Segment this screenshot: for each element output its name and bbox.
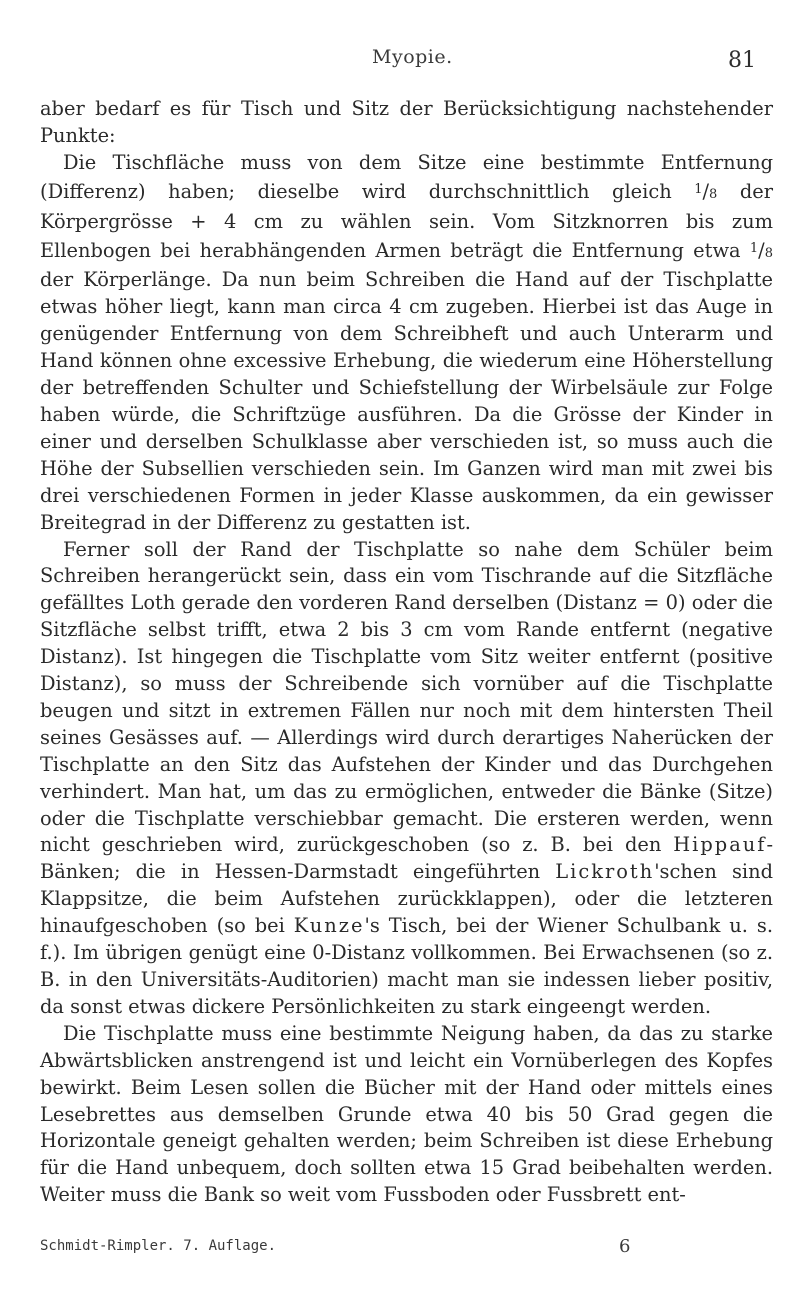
spaced-name: Lickroth <box>555 860 655 884</box>
fraction-part: 8 <box>709 186 718 202</box>
text-run: 'schen sind Klappsitze, die beim Aufstehen zurückklappen), oder die letzteren hinaufgeschoben (so bei <box>40 860 773 938</box>
footer-edition-line: Schmidt-Rimpler. 7. Auflage. <box>40 1238 277 1254</box>
text-run: 's Tisch, bei der Wiener Schulbank u. s. f.). Im übrigen genügt eine 0-Distanz vollkommen. Bei Erwachsenen (so z. B. in den Universitäts-Auditorien) macht man sie indessen lieber positiv, da sonst etwas dickere Persönlichkeiten zu stark eingeengt werden. <box>40 914 773 1018</box>
paragraph <box>40 150 773 537</box>
text-run: aber bedarf es für Tisch und Sitz der Berücksichtigung nachstehender Punkte: <box>40 97 773 147</box>
text-run: -Bänken; die in Hessen-Darmstadt eingeführten <box>40 833 773 884</box>
running-title: Myopie. <box>372 46 453 68</box>
fraction-part: 1 <box>694 181 703 197</box>
paragraph <box>40 96 773 150</box>
text-run: / <box>702 179 710 203</box>
text-run: Ferner soll der Rand der Tischplatte so nahe dem Schüler beim Schreiben herangerückt sein, dass ein vom Tischrande auf die Sitzfläche gefälltes Loth gerade den vorderen Rand derselben (Distanz = 0) oder die Sitzfläche selbst trifft, etwa 2 bis 3 cm vom Rande entfernt (negative Distanz). Ist hingegen die Tischplatte vom Sitz weiter entfernt (positive Distanz), so muss der Schreibende sich vornüber auf die Tischplatte beugen und sitzt in extremen Fällen nur noch mit dem hintersten Theil seines Gesässes auf. — Allerdings wird durch derartiges Naherücken der Tischplatte an den Sitz das Aufstehen der Kinder und das Durchgehen verhindert. Man hat, um das zu ermöglichen, entweder die Bänke (Sitze) oder die Tischplatte verschiebbar gemacht. Die ersteren werden, wenn nicht geschrieben wird, zurückgeschoben (so z. B. bei den <box>40 537 773 857</box>
running-head <box>0 46 800 76</box>
signature-mark: 6 <box>619 1236 631 1257</box>
paragraph <box>40 537 773 1021</box>
text-run: Die Tischplatte muss eine bestimmte Neigung haben, da das zu starke Abwärtsblicken anstrengend ist und leicht ein Vornüberlegen des Kopfes bewirkt. Beim Lesen sollen die Bücher mit der Hand oder mittels eines Lesebrettes aus demselben Grunde etwa 40 bis 50 Grad gegen die Horizontale geneigt gehalten werden; beim Schreiben ist diese Erhebung für die Hand unbequem, doch sollten etwa 15 Grad beibehalten werden. Weiter muss die Bank so weit vom Fussboden oder Fussbrett ent- <box>40 1021 773 1207</box>
body-text <box>40 96 773 1209</box>
text-run: / <box>758 238 765 262</box>
text-run: der Körpergrösse + 4 cm zu wählen sein. Vom Sitzknorren bis zum Ellenbogen bei herabhängenden Armen beträgt die Entfernung etwa <box>40 179 774 262</box>
text-run: Die Tischfläche muss von dem Sitze eine bestimmte Entfernung (Differenz) haben; dieselbe wird durchschnittlich gleich <box>40 150 773 203</box>
page-footer <box>40 1236 773 1262</box>
spaced-name: Hippauf <box>673 833 767 857</box>
fraction-part: 1 <box>749 240 759 256</box>
text-run: der Körperlänge. Da nun beim Schreiben die Hand auf der Tischplatte etwas höher liegt, kann man circa 4 cm zugeben. Hierbei ist das Auge in genügender Entfernung von dem Schreibheft und auch Unterarm und Hand können ohne excessive Erhebung, die wiederum eine Höherstellung der betreffenden Schulter und Schiefstellung der Wirbelsäule zur Folge haben würde, die Schriftzüge ausführen. Da die Grösse der Kinder in einer und derselben Schulklasse aber verschieden ist, so muss auch die Höhe der Subsellien verschieden sein. Im Ganzen wird man mit zwei bis drei verschiedenen Formen in jeder Klasse auskommen, da ein gewisser Breitegrad in der Differenz zu gestatten ist. <box>40 268 773 534</box>
page-number: 81 <box>728 48 756 73</box>
paragraph <box>40 1021 773 1209</box>
spaced-name: Kunze <box>293 914 365 938</box>
fraction-part: 8 <box>764 245 773 261</box>
